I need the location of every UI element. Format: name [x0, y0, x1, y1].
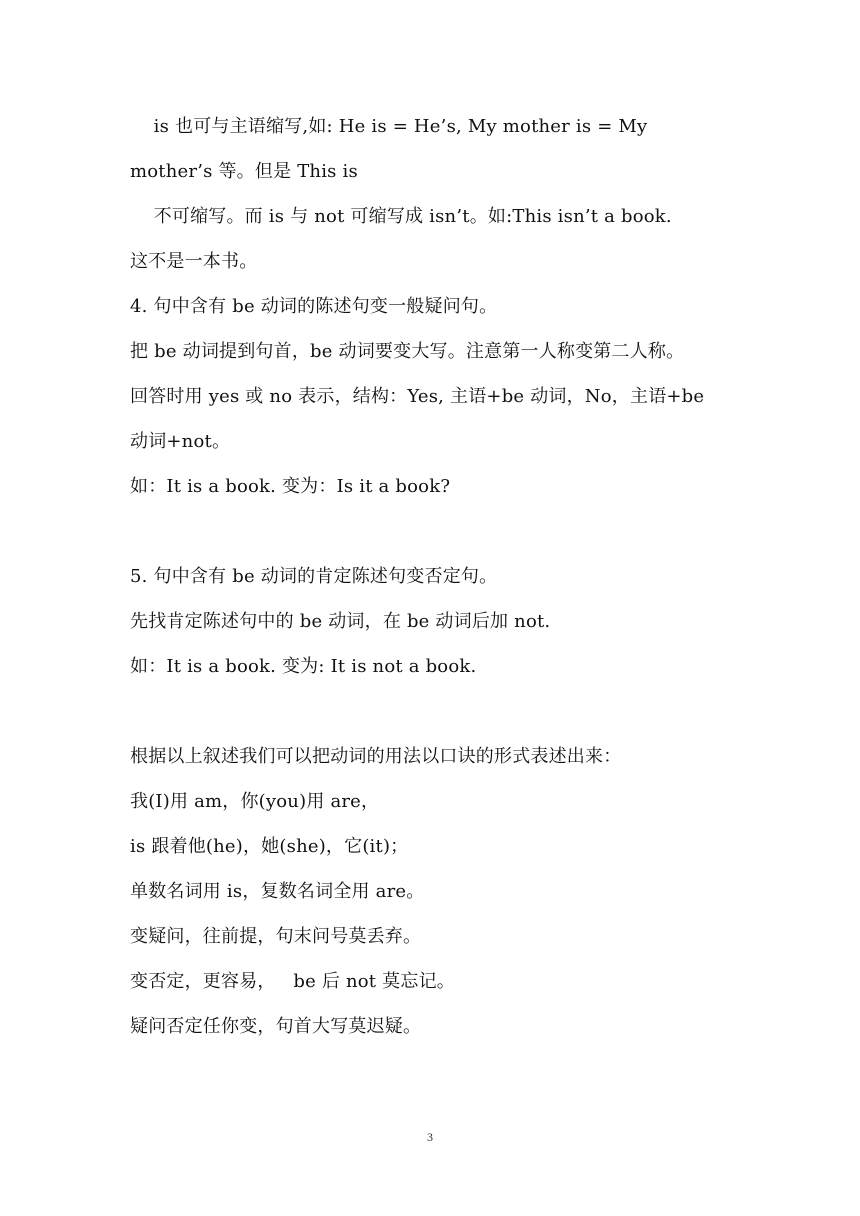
- rhyme-line-6: 疑问否定任你变，句首大写莫迟疑。: [130, 1016, 422, 1037]
- example-line-2: 如：It is a book. 变为: It is not a book.: [130, 656, 477, 677]
- example-line-1: 如：It is a book. 变为：Is it a book?: [130, 476, 451, 497]
- paragraph-line-4: 这不是一本书。: [130, 251, 258, 272]
- rhyme-line-2: is 跟着他(he)，她(she)，它(it)；: [130, 836, 409, 857]
- rhyme-line-3: 单数名词用 is，复数名词全用 are。: [130, 881, 425, 902]
- paragraph-line-6: 回答时用 yes 或 no 表示，结构：Yes, 主语+be 动词，No，主语+be: [130, 386, 705, 407]
- page-number: 3: [427, 1130, 433, 1144]
- paragraph-line-5: 把 be 动词提到句首，be 动词要变大写。注意第一人称变第二人称。: [130, 341, 685, 362]
- rhyme-line-5: 变否定，更容易， be 后 not 莫忘记。: [130, 971, 455, 992]
- paragraph-line-3: 不可缩写。而 is 与 not 可缩写成 isn’t。如:This isn’t a book.: [130, 206, 672, 227]
- summary-intro: 根据以上叙述我们可以把动词的用法以口诀的形式表述出来：: [130, 746, 622, 767]
- rhyme-line-1: 我(I)用 am，你(you)用 are，: [130, 791, 380, 812]
- paragraph-line-2: mother’s 等。但是 This is: [130, 161, 358, 182]
- paragraph-line-1: is 也可与主语缩写,如: He is = He’s, My mother is = My: [130, 116, 648, 137]
- rhyme-line-4: 变疑问，往前提，句末问号莫丢弃。: [130, 926, 422, 947]
- section-heading-4: 4. 句中含有 be 动词的陈述句变一般疑问句。: [130, 296, 498, 317]
- section-heading-5: 5. 句中含有 be 动词的肯定陈述句变否定句。: [130, 566, 498, 587]
- paragraph-line-7: 动词+not。: [130, 431, 231, 452]
- paragraph-line-8: 先找肯定陈述句中的 be 动词，在 be 动词后加 not.: [130, 611, 551, 632]
